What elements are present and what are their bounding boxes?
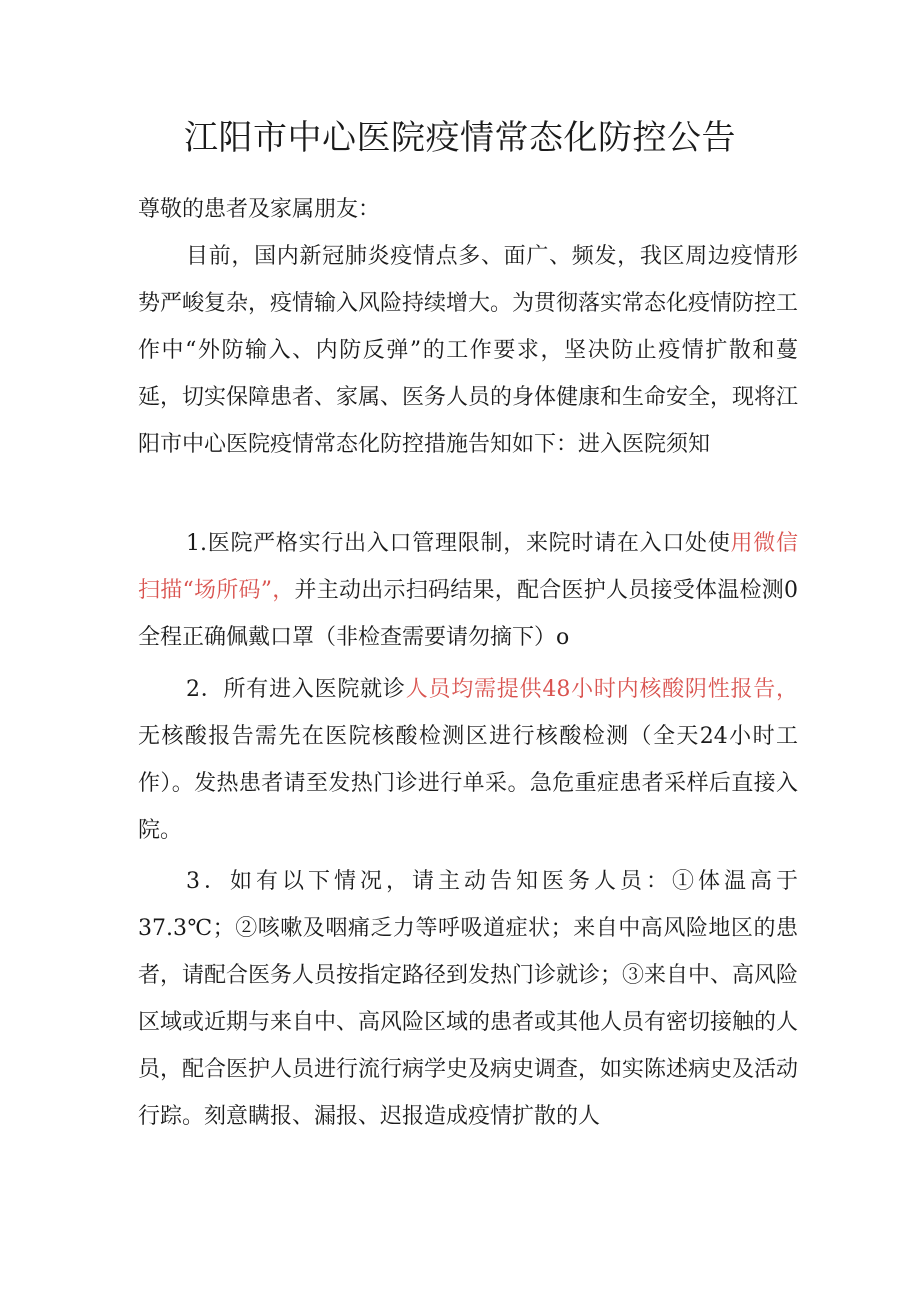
notice-item-1-text: 1.医院严格实行出入口管理限制，来院时请在入口处使 — [186, 531, 731, 556]
notice-item-2-text-rest: 无核酸报告需先在医院核酸检测区进行核酸检测（全天24小时工作）。发热患者请至发热门诊进行单采。急危重症患者采样后直接入院。 — [138, 724, 798, 843]
notice-item-2 — [138, 666, 798, 854]
notice-item-1-highlight: 用微信扫描“场所码”， — [138, 531, 798, 603]
document-title: 江阳市中心医院疫情常态化防控公告 — [184, 118, 736, 158]
notice-item-1-text-rest: 并主动出示扫码结果，配合医护人员接受体温检测0全程正确佩戴口罩（非检查需要请勿摘下）o — [138, 578, 798, 650]
intro-paragraph: 目前，国内新冠肺炎疫情点多、面广、频发，我区周边疫情形势严峻复杂，疫情输入风险持续增大。为贯彻落实常态化疫情防控工作中“外防输入、内防反弹”的工作要求，坚决防止疫情扩散和蔓延，切实保障患者、家属、医务人员的身体健康和生命安全，现将江阳市中心医院疫情常态化防控措施告知如下：进入医院须知 — [138, 244, 799, 457]
notice-item-2-highlight: 人员均需提供48小时内核酸阴性报告， — [405, 677, 799, 702]
salutation: 尊敬的患者及家属朋友： — [138, 197, 381, 222]
notice-item-3: 3．如有以下情况，请主动告知医务人员：①体温高于37.3℃；②咳嗽及咽痛乏力等呼吸道症状；来自中高风险地区的患者，请配合医务人员按指定路径到发热门诊就诊；③来自中、高风险区域或近期与来自中、高风险区域的患者或其他人员有密切接触的人员，配合医护人员进行流行病学史及病史调查，如实陈述病史及活动行踪。刻意瞒报、漏报、迟报造成疫情扩散的人 — [138, 869, 799, 1129]
notice-item-2-text: 2．所有进入医院就诊 — [186, 677, 406, 702]
notice-item-1 — [138, 520, 798, 661]
